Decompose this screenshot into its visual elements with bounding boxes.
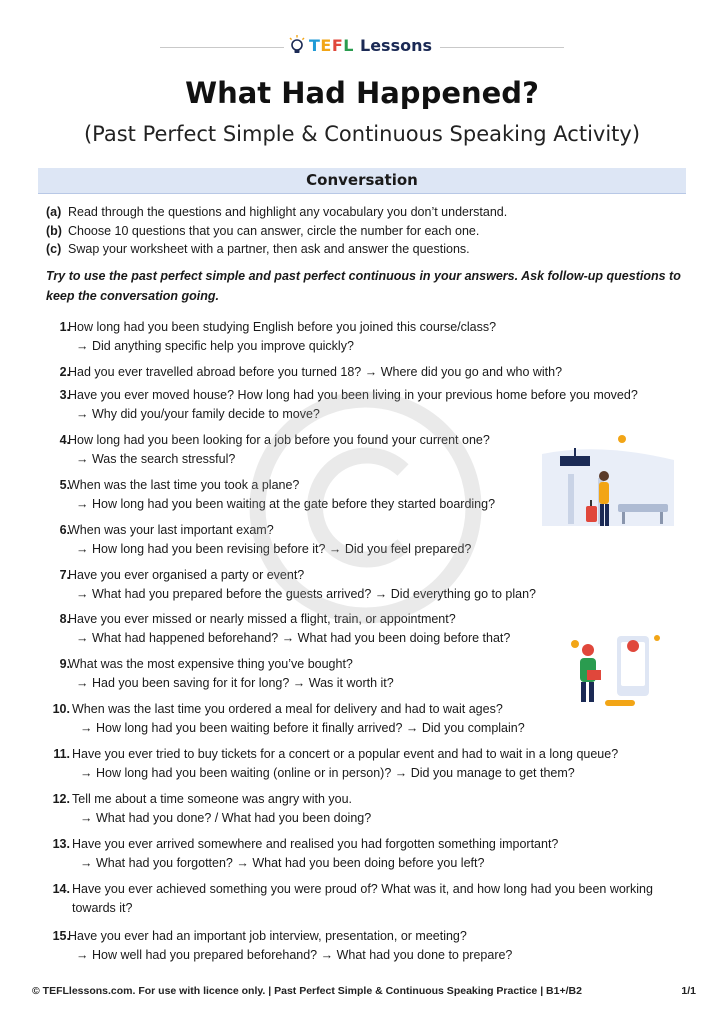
follow-up-question: → Was the search stressful?: [76, 452, 236, 466]
question-text: How long had you been studying English before you joined this course/class?: [68, 320, 497, 334]
question-number: 2.: [59, 365, 70, 379]
follow-up-question: → How long had you been waiting (online or in person)? → Did you manage to get them?: [80, 766, 575, 780]
instruction-label: (a): [46, 205, 62, 219]
question-text: What was the most expensive thing you’ve bought?: [68, 657, 353, 671]
tefl-lessons-logo[interactable]: [288, 35, 432, 55]
divider: [440, 47, 564, 48]
question-number: 14.: [52, 882, 70, 896]
lightbulb-icon: [288, 35, 306, 55]
instruction-text: Choose 10 questions that you can answer, circle the number for each one.: [68, 223, 480, 238]
question-text: When was your last important exam?: [68, 523, 274, 537]
question-number: 12.: [52, 792, 70, 806]
question-text: Tell me about a time someone was angry with you.: [72, 792, 352, 806]
question-text: Have you ever tried to buy tickets for a concert or a popular event and had to wait in a long queue?: [72, 747, 619, 761]
question-text: Have you ever had an important job interview, presentation, or meeting?: [68, 929, 467, 943]
airport-waiting-illustration: [540, 434, 676, 538]
page-footer: [32, 985, 696, 997]
question-text: Have you ever organised a party or event?: [68, 568, 305, 582]
logo-lessons-text: Lessons: [360, 35, 432, 55]
food-delivery-illustration: [569, 630, 664, 712]
divider: [160, 47, 284, 48]
follow-up-question: → Had you been saving for it for long? → Was it worth it?: [76, 676, 394, 690]
question-text: Have you ever achieved something you were proud of? What was it, and how long had you been working towards it?: [72, 882, 653, 915]
follow-up-question: → How well had you prepared beforehand? → What had you done to prepare?: [76, 948, 513, 962]
question-text: Have you ever arrived somewhere and realised you had forgotten something important?: [72, 837, 559, 851]
page-number: 1/1: [681, 985, 696, 997]
instruction-label: (c): [46, 242, 62, 256]
question-number: 15.: [52, 929, 70, 943]
question-text: When was the last time you ordered a meal for delivery and had to wait ages?: [72, 702, 503, 716]
instructions-list: [46, 203, 686, 259]
question-number: 9.: [59, 657, 70, 671]
question-text: When was the last time you took a plane?: [68, 478, 300, 492]
question-text: Have you ever missed or nearly missed a flight, train, or appointment?: [68, 612, 456, 626]
follow-up-question: → What had you prepared before the guests arrived? → Did everything go to plan?: [76, 587, 536, 601]
question-number: 13.: [52, 837, 70, 851]
instruction-note: Try to use the past perfect simple and past perfect continuous in your answers. Ask follow-up questions to keep the conversation going.: [46, 269, 681, 303]
follow-up-question: → What had happened beforehand? → What had you been doing before that?: [76, 631, 511, 645]
question-number: 5.: [59, 478, 70, 492]
instruction-item: [46, 203, 686, 222]
question-number: 8.: [59, 612, 70, 626]
page-title: What Had Happened?: [185, 76, 539, 110]
logo-tefl-text: TEFL: [309, 35, 354, 55]
header-logo-row: [160, 34, 564, 60]
instruction-text: Read through the questions and highlight any vocabulary you don’t understand.: [68, 205, 508, 219]
follow-up-question: → Why did you/your family decide to move?: [76, 407, 320, 421]
question-number: 7.: [59, 568, 70, 582]
follow-up-question: → What had you done? / What had you been doing?: [80, 811, 372, 825]
question-number: 4.: [59, 433, 70, 447]
follow-up-question: → How long had you been revising before it? → Did you feel prepared?: [76, 542, 472, 556]
instruction-item: [46, 240, 686, 259]
follow-up-question: → Did anything specific help you improve quickly?: [76, 339, 354, 353]
question-number: 10.: [52, 702, 70, 716]
section-heading: Conversation: [38, 168, 686, 194]
footer-copyright: © TEFLlessons.com. For use with licence only. | Past Perfect Simple & Continuous Speaking Practice | B1+/B2: [32, 985, 582, 997]
question-number: 6.: [59, 523, 70, 537]
instruction-item: [46, 222, 686, 241]
question-number: 3.: [59, 388, 70, 402]
instruction-label: (b): [46, 223, 62, 238]
follow-up-question: → How long had you been waiting at the gate before they started boarding?: [76, 497, 496, 511]
follow-up-question: → How long had you been waiting before it finally arrived? → Did you complain?: [80, 721, 525, 735]
question-number: 1.: [59, 320, 70, 334]
page-subtitle: (Past Perfect Simple & Continuous Speaking Activity): [83, 122, 641, 146]
question-text: Have you ever moved house? How long had you been living in your previous home before you moved?: [68, 388, 638, 402]
instruction-text: Swap your worksheet with a partner, then ask and answer the questions.: [68, 242, 470, 256]
question-number: 11.: [53, 747, 70, 761]
question-text: How long had you been looking for a job before you found your current one?: [68, 433, 490, 447]
question-text: Had you ever travelled abroad before you turned 18? → Where did you go and who with?: [68, 365, 563, 379]
follow-up-question: → What had you forgotten? → What had you been doing before you left?: [80, 856, 485, 870]
